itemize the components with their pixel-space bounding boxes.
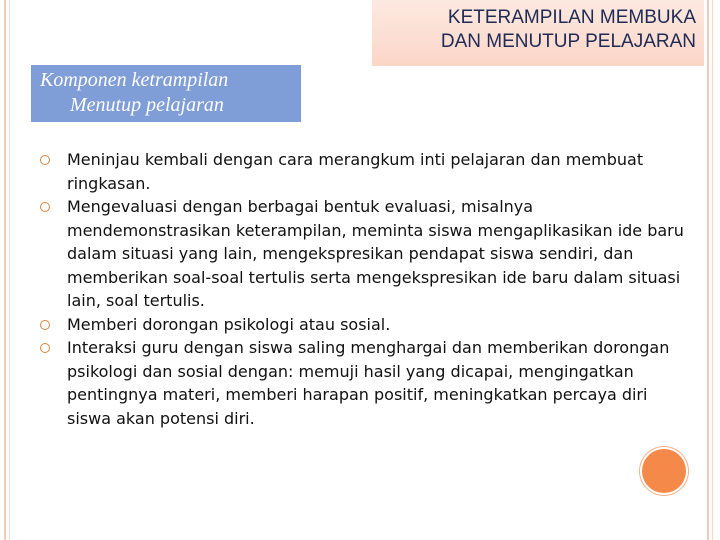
bullet-item <box>40 195 690 313</box>
decorative-orange-circle <box>642 449 686 493</box>
hollow-circle-bullet-icon <box>40 320 50 330</box>
hollow-circle-bullet-icon <box>40 343 50 353</box>
right-border-stripe-thin <box>712 0 713 540</box>
slide-title-line-1: KETERAMPILAN MEMBUKA <box>447 7 696 28</box>
hollow-circle-bullet-icon <box>40 155 50 165</box>
slide-title-line-2: DAN MENUTUP PELAJARAN <box>440 31 696 52</box>
bullet-list <box>40 148 690 430</box>
bullet-text: Interaksi guru dengan siswa saling menghargai dan memberikan dorongan psikologi dan sosial dengan: memuji hasil yang dicapai, mengingatkan pentingnya materi, memberi harapan positif, meningkatkan percaya diri siswa akan potensi diri. <box>67 338 670 428</box>
hollow-circle-bullet-icon <box>40 202 50 212</box>
slide-title <box>372 0 704 66</box>
left-border-stripe-thin <box>9 0 10 540</box>
section-heading-line-2: Menutup pelajaran <box>70 94 224 116</box>
bullet-item <box>40 313 690 337</box>
bullet-text: Memberi dorongan psikologi atau sosial. <box>67 314 391 334</box>
section-heading <box>31 65 301 122</box>
left-border-stripe <box>4 0 6 540</box>
right-border-stripe <box>707 0 709 540</box>
bullet-text: Meninjau kembali dengan cara merangkum inti pelajaran dan membuat ringkasan. <box>67 150 644 193</box>
bullet-text: Mengevaluasi dengan berbagai bentuk evaluasi, misalnya mendemonstrasikan keterampilan, meminta siswa mengaplikasikan ide baru dalam situasi yang lain, mengekspresikan pendapat siswa sendiri, dan memberikan soal-soal tertulis serta mengekspresikan ide baru dalam situasi lain, soal tertulis. <box>67 197 684 310</box>
section-heading-line-1: Komponen ketrampilan <box>40 69 229 91</box>
bullet-item <box>40 336 690 430</box>
bullet-item <box>40 148 690 195</box>
